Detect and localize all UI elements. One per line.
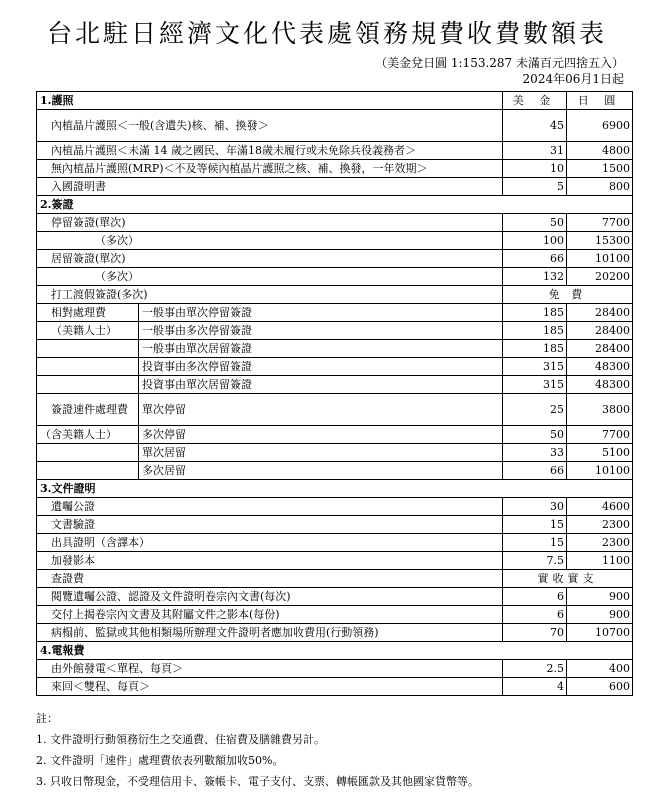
fee-usd: 66 <box>503 250 567 268</box>
fee-item: 多次停留 <box>139 426 503 444</box>
section-telegram: 4.電報費 <box>37 642 633 660</box>
section-row <box>37 196 633 214</box>
table-row <box>37 534 633 552</box>
table-row <box>37 498 633 516</box>
actual-cost-note: 實收實支 <box>503 570 633 588</box>
fee-jpy: 3800 <box>567 394 633 426</box>
fee-jpy: 1500 <box>567 160 633 178</box>
note-line: 2. 文件證明「速件」處理費依表列數額加收50%。 <box>36 754 284 767</box>
fee-jpy: 7700 <box>567 426 633 444</box>
header-usd: 美 金 <box>503 92 567 110</box>
table-row <box>37 444 633 462</box>
fee-usd: 5 <box>503 178 567 196</box>
table-row <box>37 250 633 268</box>
notes-heading: 註： <box>36 712 58 725</box>
note-line: 1. 文件證明行動領務衍生之交通費、住宿費及膳雜費另計。 <box>36 733 325 746</box>
fee-jpy: 4600 <box>567 498 633 516</box>
fee-usd: 15 <box>503 516 567 534</box>
fee-item: 由外館發電＜單程、每頁＞ <box>37 660 503 678</box>
fee-item: 加發影本 <box>37 552 503 570</box>
fee-item: 病榻前、監獄或其他相類場所辦理文件證明者應加收費用(行動領務) <box>37 624 503 642</box>
fee-usd: 185 <box>503 340 567 358</box>
table-row <box>37 286 633 304</box>
fee-jpy: 28400 <box>567 304 633 322</box>
fee-jpy: 48300 <box>567 376 633 394</box>
fee-table <box>36 91 633 696</box>
express-fee-sublabel: （含美籍人士） <box>37 426 139 444</box>
table-row <box>37 304 633 322</box>
table-row <box>37 552 633 570</box>
fee-jpy: 900 <box>567 606 633 624</box>
reciprocal-fee-sublabel: （美籍人士） <box>37 322 139 340</box>
empty-cell <box>37 340 139 358</box>
table-row <box>37 426 633 444</box>
table-row <box>37 570 633 588</box>
notes <box>36 708 479 792</box>
section-row <box>37 92 633 110</box>
fee-usd: 10 <box>503 160 567 178</box>
section-docs: 3.文件證明 <box>37 480 633 498</box>
table-row <box>37 678 633 696</box>
fee-jpy: 400 <box>567 660 633 678</box>
fee-usd: 66 <box>503 462 567 480</box>
section-passport: 1.護照 <box>37 92 503 110</box>
header-jpy: 日 圓 <box>567 92 633 110</box>
fee-item: 無內植晶片護照(MRP)＜不及等候內植晶片護照之核、補、換發，一年效期＞ <box>37 160 503 178</box>
fee-item: 投資事由多次停留簽證 <box>139 358 503 376</box>
fee-item: 內植晶片護照＜一般(含遺失)核、補、換發＞ <box>37 110 503 142</box>
fee-jpy: 2300 <box>567 516 633 534</box>
fee-jpy: 10100 <box>567 250 633 268</box>
empty-cell <box>37 462 139 480</box>
fee-item: 閱覽遺囑公證、認證及文件證明卷宗內文書(每次) <box>37 588 503 606</box>
fee-item: （多次） <box>37 268 503 286</box>
table-row <box>37 268 633 286</box>
section-row <box>37 642 633 660</box>
fee-item: 出具證明（含譯本） <box>37 534 503 552</box>
empty-cell <box>37 376 139 394</box>
fee-usd: 185 <box>503 322 567 340</box>
table-row <box>37 232 633 250</box>
fee-item: 入國證明書 <box>37 178 503 196</box>
fee-usd: 25 <box>503 394 567 426</box>
fee-item: 單次居留 <box>139 444 503 462</box>
fee-usd: 50 <box>503 214 567 232</box>
fee-usd: 315 <box>503 358 567 376</box>
fee-item: 單次停留 <box>139 394 503 426</box>
page-title: 台北駐日經濟文化代表處領務規費收費數額表 <box>46 19 607 48</box>
table-row <box>37 142 633 160</box>
fee-jpy: 20200 <box>567 268 633 286</box>
fee-usd: 31 <box>503 142 567 160</box>
fee-jpy: 10700 <box>567 624 633 642</box>
fee-jpy: 6900 <box>567 110 633 142</box>
fee-item: 一般事由單次停留簽證 <box>139 304 503 322</box>
table-row <box>37 110 633 142</box>
table-row <box>37 624 633 642</box>
table-row <box>37 160 633 178</box>
table-row <box>37 606 633 624</box>
section-visa: 2.簽證 <box>37 196 633 214</box>
fee-item: 一般事由多次停留簽證 <box>139 322 503 340</box>
fee-jpy: 900 <box>567 588 633 606</box>
free-of-charge: 免 費 <box>503 286 633 304</box>
fee-item: 一般事由單次居留簽證 <box>139 340 503 358</box>
fee-usd: 7.5 <box>503 552 567 570</box>
exchange-rate-note: （美金兌日圓 1:153.287 未滿百元四捨五入） <box>375 56 624 70</box>
fee-jpy: 800 <box>567 178 633 196</box>
fee-jpy: 7700 <box>567 214 633 232</box>
fee-jpy: 15300 <box>567 232 633 250</box>
fee-usd: 15 <box>503 534 567 552</box>
empty-cell <box>37 358 139 376</box>
fee-jpy: 600 <box>567 678 633 696</box>
table-row <box>37 322 633 340</box>
table-row <box>37 588 633 606</box>
fee-jpy: 28400 <box>567 340 633 358</box>
fee-usd: 185 <box>503 304 567 322</box>
fee-usd: 2.5 <box>503 660 567 678</box>
fee-usd: 50 <box>503 426 567 444</box>
fee-item: 多次居留 <box>139 462 503 480</box>
table-row <box>37 394 633 426</box>
fee-usd: 100 <box>503 232 567 250</box>
fee-item: 內植晶片護照＜未滿 14 歲之國民、年滿18歲未履行或未免除兵役義務者＞ <box>37 142 503 160</box>
express-fee-label: 簽證速件處理費 <box>37 394 139 426</box>
table-row <box>37 178 633 196</box>
fee-jpy: 5100 <box>567 444 633 462</box>
table-row <box>37 214 633 232</box>
fee-usd: 4 <box>503 678 567 696</box>
fee-jpy: 4800 <box>567 142 633 160</box>
table-row <box>37 376 633 394</box>
fee-usd: 70 <box>503 624 567 642</box>
fee-item: 居留簽證(單次) <box>37 250 503 268</box>
fee-jpy: 2300 <box>567 534 633 552</box>
fee-usd: 315 <box>503 376 567 394</box>
fee-item: 投資事由單次居留簽證 <box>139 376 503 394</box>
fee-jpy: 10100 <box>567 462 633 480</box>
table-row <box>37 358 633 376</box>
fee-item: 打工渡假簽證(多次) <box>37 286 503 304</box>
note-line: 3. 只收日幣現金，不受理信用卡、簽帳卡、電子支付、支票、轉帳匯款及其他國家貨幣等。 <box>36 775 479 788</box>
fee-usd: 6 <box>503 588 567 606</box>
fee-item: 交付上揭卷宗內文書及其附屬文件之影本(每份) <box>37 606 503 624</box>
fee-item: 來回＜雙程、每頁＞ <box>37 678 503 696</box>
fee-usd: 30 <box>503 498 567 516</box>
reciprocal-fee-label: 相對處理費 <box>37 304 139 322</box>
fee-usd: 33 <box>503 444 567 462</box>
table-row <box>37 462 633 480</box>
fee-jpy: 28400 <box>567 322 633 340</box>
effective-date: 2024年06月1日起 <box>522 72 624 86</box>
fee-jpy: 1100 <box>567 552 633 570</box>
section-row <box>37 480 633 498</box>
fee-jpy: 48300 <box>567 358 633 376</box>
fee-usd: 6 <box>503 606 567 624</box>
empty-cell <box>37 444 139 462</box>
fee-item: 查證費 <box>37 570 503 588</box>
fee-item: 遺囑公證 <box>37 498 503 516</box>
fee-usd: 132 <box>503 268 567 286</box>
fee-item: 停留簽證(單次) <box>37 214 503 232</box>
fee-usd: 45 <box>503 110 567 142</box>
table-row <box>37 660 633 678</box>
table-row <box>37 516 633 534</box>
fee-item: 文書驗證 <box>37 516 503 534</box>
table-row <box>37 340 633 358</box>
fee-item: （多次） <box>37 232 503 250</box>
